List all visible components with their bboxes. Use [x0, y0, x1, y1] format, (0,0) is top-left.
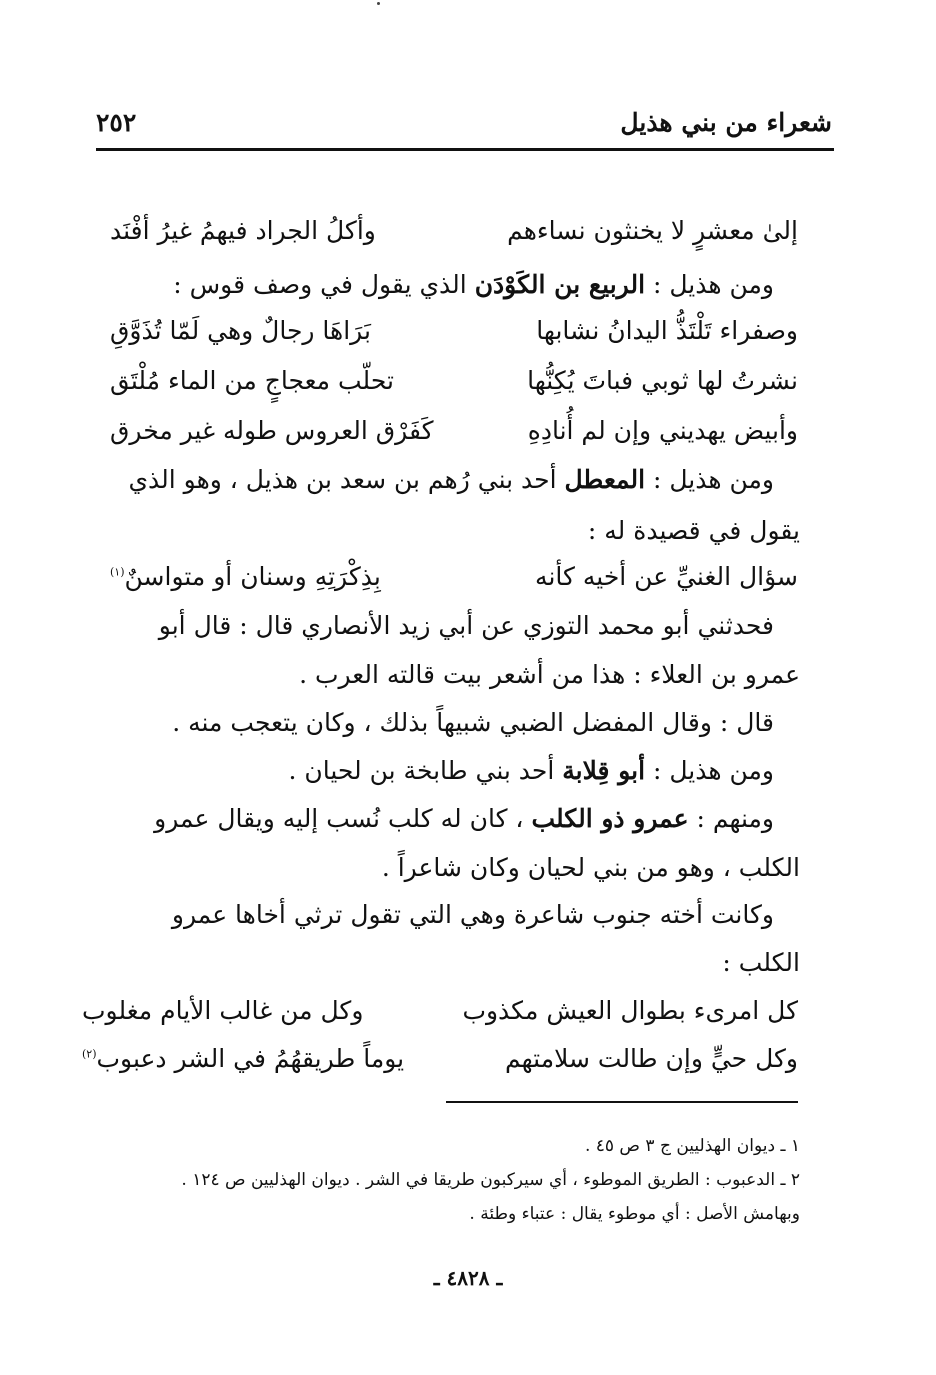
- verse-first-half: وأبيض يهديني وإن لم أُنادِهِ: [527, 416, 798, 445]
- paragraph-line: قال : وقال المفضل الضبي شبيهاً بذلك ، وكان يتعجب منه .: [172, 708, 774, 737]
- text-prefix: ومن هذيل :: [652, 465, 774, 494]
- text-prefix: ومن هذيل :: [652, 756, 774, 785]
- scan-speck: [377, 2, 380, 5]
- verse-second-half: بَرَاهَا رجالٌ وهي لَمّا تُذَوَّقِ: [110, 316, 371, 345]
- text-suffix: أحد بني طابخة بن لحيان .: [288, 756, 555, 785]
- page-header: [96, 108, 832, 148]
- poet-name: عمرو ذو الكلب: [531, 804, 689, 833]
- verse-line: [110, 564, 798, 598]
- paragraph-line: [128, 467, 774, 492]
- paragraph-line: عمرو بن العلاء : هذا من أشعر بيت قالته العرب .: [299, 660, 800, 689]
- footnote-rule: [446, 1101, 798, 1103]
- folio-number: ـ ٤٨٢٨ ـ: [433, 1266, 503, 1290]
- footnote-marker: (١): [110, 565, 125, 579]
- verse-line: [110, 218, 798, 252]
- verse-line: [110, 368, 798, 402]
- poet-name: الربيع بن الكَوْدَن: [474, 270, 646, 299]
- footnote: ٢ ـ الدعبوب : الطريق الموطوء ، أي سيركبون طريقا في الشر . ديوان الهذليين ص ١٢٤ .: [181, 1170, 800, 1190]
- paragraph-line: [173, 272, 774, 297]
- verse-line: [82, 1046, 798, 1080]
- verse-first-half: وكل حيٍّ وإن طالت سلامتهم: [504, 1044, 798, 1073]
- verse-first-half: سؤال الغنيِّ عن أخيه كأنه: [535, 562, 798, 591]
- paragraph-line: [288, 758, 774, 783]
- footnote: وبهامش الأصل : أي موطوء يقال : عتباء وطئة .: [469, 1204, 800, 1224]
- verse-first-half: وصفراء تَلْتَذُّ اليدانُ نشابها: [536, 316, 798, 345]
- header-rule: [96, 148, 834, 151]
- running-title: شعراء من بني هذيل: [620, 108, 832, 137]
- paragraph-line: فحدثني أبو محمد التوزي عن أبي زيد الأنصاري قال : قال أبو: [158, 611, 774, 640]
- verse-second-half: كَفَرْق العروس طوله غير مخرق: [110, 416, 434, 445]
- verse-second-half: وكل من غالب الأيام مغلوب: [82, 996, 364, 1025]
- footnote: ١ ـ ديوان الهذليين ج ٣ ص ٤٥ .: [584, 1136, 800, 1156]
- verse-first-half: إلىٰ معشرٍ لا يخنثون نساءهم: [507, 216, 798, 245]
- text-prefix: ومن هذيل :: [652, 270, 774, 299]
- verse-second-half: وأكلُ الجراد فيهمُ غيرُ أفْنَد: [110, 216, 376, 245]
- text-prefix: ومنهم :: [696, 804, 774, 833]
- verse-second-half: يوماً طريقهُمُ في الشر دعبوب$^{(٢)}$: [82, 1044, 405, 1073]
- verse-second-half: بِذِكْرَتِهِ وسنان أو متواسنٌ$^{(١)}$: [110, 562, 381, 591]
- paragraph-line: [154, 806, 774, 831]
- verse-second-half: تحلّب معجاجٍ من الماء مُلْتَق: [110, 366, 394, 395]
- poet-name: المعطل: [564, 465, 646, 494]
- paragraph-line: الكلب :: [722, 948, 800, 977]
- text-suffix: الذي يقول في وصف قوس :: [173, 270, 467, 299]
- page-number: ٢٥٢: [96, 108, 137, 137]
- paragraph-line: وكانت أخته جنوب شاعرة وهي التي تقول ترثي أخاها عمرو: [171, 900, 774, 929]
- verse-line: [110, 318, 798, 352]
- footnote-marker: (٢): [82, 1047, 97, 1061]
- verse-line: [110, 418, 798, 452]
- poet-name: أبو قِلابة: [562, 756, 646, 785]
- verse-line: [82, 998, 798, 1032]
- verse-first-half: نشرتُ لها ثوبي فباتَ يُكِنُّها: [527, 366, 798, 395]
- paragraph-line: يقول في قصيدة له :: [587, 516, 800, 545]
- text-suffix: أحد بني رُهم بن سعد بن هذيل ، وهو الذي: [128, 465, 557, 494]
- paragraph-line: الكلب ، وهو من بني لحيان وكان شاعراً .: [381, 853, 800, 882]
- text-suffix: ، كان له كلب نُسب إليه ويقال عمرو: [154, 804, 524, 833]
- verse-first-half: كل امرىء بطوال العيش مكذوب: [462, 996, 798, 1025]
